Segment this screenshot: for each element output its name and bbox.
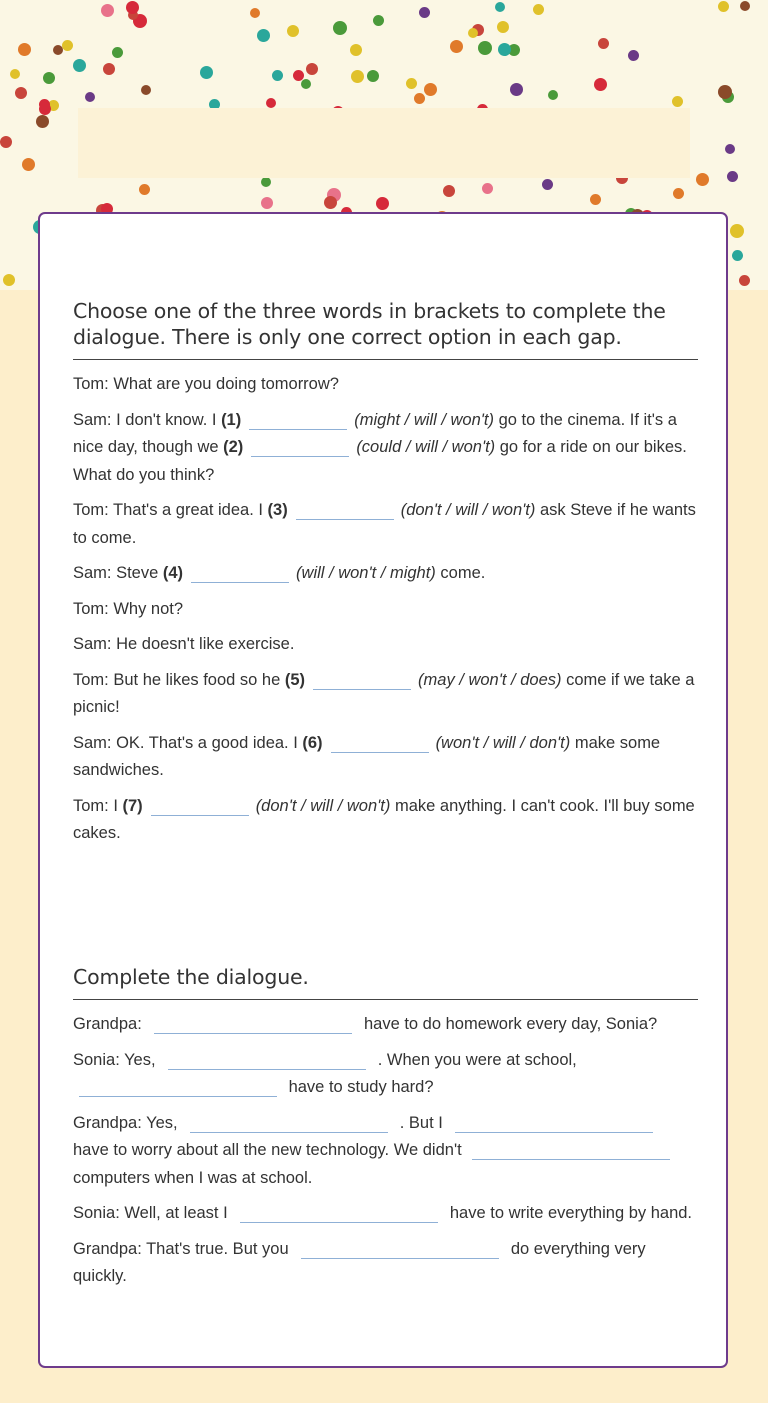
confetti-dot — [73, 59, 86, 72]
confetti-dot — [548, 90, 558, 100]
dialogue-line: Sonia: Well, at least I have to write everything by hand. — [73, 1204, 693, 1222]
dialogue-line: Sam: Steve (4) (will / won't / might) come. — [73, 564, 486, 582]
confetti-dot — [139, 184, 150, 195]
confetti-dot — [672, 96, 683, 107]
confetti-dot — [497, 21, 509, 33]
confetti-dot — [598, 38, 609, 49]
answer-input[interactable] — [168, 1051, 366, 1070]
confetti-dot — [673, 188, 684, 199]
confetti-dot — [101, 4, 114, 17]
dialogue-line: Tom: Why not? — [73, 599, 184, 618]
confetti-dot — [478, 41, 492, 55]
confetti-dot — [18, 43, 31, 56]
confetti-dot — [498, 43, 511, 56]
confetti-dot — [43, 72, 55, 84]
confetti-dot — [727, 171, 738, 182]
dialogue-line: Sam: I don't know. I (1) (might / will / won't) go to the cinema. If it's a nice day, though we (2) (could / will / won't) go for a ride on our bikes. What do you think? — [73, 410, 687, 484]
confetti-dot — [306, 63, 318, 75]
confetti-dot — [272, 70, 283, 81]
dialogue-line: Tom: What are you doing tomorrow? — [73, 375, 339, 393]
confetti-dot — [373, 15, 384, 26]
confetti-dot — [266, 98, 276, 108]
confetti-dot — [468, 28, 478, 38]
confetti-dot — [257, 29, 270, 42]
confetti-dot — [141, 85, 151, 95]
confetti-dot — [482, 183, 493, 194]
confetti-dot — [112, 47, 123, 58]
confetti-dot — [414, 93, 425, 104]
dialogue-line: Tom: That's a great idea. I (3) (don't / will / won't) ask Steve if he wants to come. — [73, 501, 696, 547]
dialogue-line: Tom: But he likes food so he (5) (may / won't / does) come if we take a picnic! — [73, 670, 695, 716]
answer-input-5[interactable] — [313, 671, 411, 690]
answer-input[interactable] — [190, 1114, 388, 1133]
confetti-dot — [718, 85, 732, 99]
confetti-dot — [62, 40, 73, 51]
confetti-dot — [594, 78, 607, 91]
confetti-dot — [376, 197, 389, 210]
confetti-dot — [324, 196, 337, 209]
confetti-dot — [495, 2, 505, 12]
answer-input[interactable] — [455, 1114, 653, 1133]
answer-input-4[interactable] — [191, 564, 289, 583]
confetti-dot — [628, 50, 639, 61]
confetti-dot — [443, 185, 455, 197]
answer-input[interactable] — [79, 1078, 277, 1097]
confetti-dot — [36, 115, 49, 128]
confetti-dot — [15, 87, 27, 99]
confetti-dot — [419, 7, 430, 18]
confetti-dot — [0, 136, 12, 148]
answer-input-3[interactable] — [296, 501, 394, 520]
exercise-1-instruction: Choose one of the three words in brackets to complete the dialogue. There is only one correct option in each gap. — [73, 298, 698, 360]
confetti-dot — [10, 69, 20, 79]
confetti-dot — [351, 70, 364, 83]
answer-input-6[interactable] — [331, 734, 429, 753]
exercise-2-instruction: Complete the dialogue. — [73, 964, 698, 1000]
answer-input[interactable] — [472, 1141, 670, 1160]
confetti-dot — [287, 25, 299, 37]
answer-input-7[interactable] — [151, 797, 249, 816]
confetti-dot — [200, 66, 213, 79]
answer-input-2[interactable] — [251, 438, 349, 457]
dialogue-line: Grandpa: Yes, . But I have to worry about all the new technology. We didn't computers when I was at school. — [73, 1110, 698, 1193]
confetti-dot — [533, 4, 544, 15]
confetti-dot — [406, 78, 417, 89]
dialogue-line: Grandpa: have to do homework every day, Sonia? — [73, 1015, 658, 1033]
answer-input[interactable] — [154, 1015, 352, 1034]
confetti-dot — [333, 21, 347, 35]
confetti-dot — [739, 275, 750, 286]
confetti-dot — [250, 8, 260, 18]
confetti-dot — [53, 45, 63, 55]
confetti-dot — [718, 1, 729, 12]
confetti-dot — [730, 224, 744, 238]
confetti-dot — [510, 83, 523, 96]
confetti-dot — [696, 173, 709, 186]
confetti-dot — [126, 1, 139, 14]
confetti-dot — [732, 250, 743, 261]
confetti-dot — [450, 40, 463, 53]
confetti-dot — [261, 177, 271, 187]
answer-input[interactable] — [301, 1240, 499, 1259]
confetti-dot — [261, 197, 273, 209]
title-banner — [78, 108, 690, 178]
exercise-1 — [73, 298, 698, 848]
confetti-dot — [3, 274, 15, 286]
confetti-dot — [301, 79, 311, 89]
confetti-dot — [103, 63, 115, 75]
confetti-dot — [350, 44, 362, 56]
dialogue-line: Tom: I (7) (don't / will / won't) make anything. I can't cook. I'll buy some cakes. — [73, 796, 695, 842]
dialogue-line: Sam: OK. That's a good idea. I (6) (won't / will / don't) make some sandwiches. — [73, 733, 661, 779]
confetti-dot — [590, 194, 601, 205]
confetti-dot — [39, 99, 50, 110]
confetti-dot — [22, 158, 35, 171]
confetti-dot — [725, 144, 735, 154]
confetti-dot — [740, 1, 750, 11]
answer-input-1[interactable] — [249, 411, 347, 430]
answer-input[interactable] — [240, 1204, 438, 1223]
confetti-dot — [293, 70, 304, 81]
confetti-dot — [85, 92, 95, 102]
confetti-dot — [424, 83, 437, 96]
dialogue-line: Sonia: Yes, . When you were at school, have to study hard? — [73, 1050, 577, 1096]
confetti-dot — [367, 70, 379, 82]
confetti-dot — [542, 179, 553, 190]
dialogue-line: Grandpa: That's true. But you do everything very quickly. — [73, 1239, 646, 1285]
worksheet-card — [38, 212, 728, 1368]
dialogue-line: Sam: He doesn't like exercise. — [73, 635, 295, 653]
exercise-2 — [73, 964, 698, 1291]
